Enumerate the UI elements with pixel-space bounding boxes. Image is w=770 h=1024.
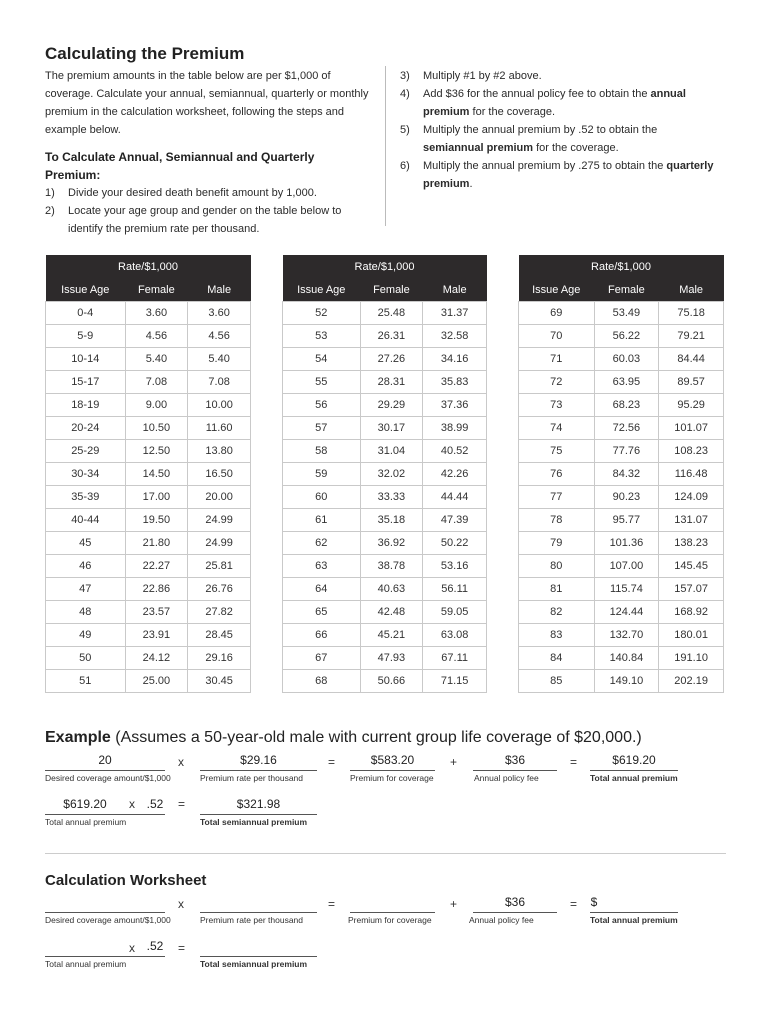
issue-age-cell: 48 bbox=[46, 601, 126, 624]
equals-operator: = bbox=[570, 755, 578, 769]
rate-header: Rate/$1,000 bbox=[46, 255, 251, 278]
female-rate-cell: 22.86 bbox=[125, 578, 188, 601]
example-premium-line bbox=[350, 770, 435, 771]
issue-age-cell: 70 bbox=[519, 325, 595, 348]
female-rate-cell: 56.22 bbox=[594, 325, 659, 348]
issue-age-cell: 50 bbox=[46, 647, 126, 670]
male-rate-cell: 4.56 bbox=[188, 325, 251, 348]
female-rate-cell: 107.00 bbox=[594, 555, 659, 578]
table-row bbox=[283, 486, 487, 509]
table-row bbox=[283, 555, 487, 578]
worksheet-semi-result-field[interactable] bbox=[200, 956, 317, 957]
step-item: 6) Multiply the annual premium by .275 to obtain the quarterly premium. bbox=[400, 160, 714, 190]
example-coverage-line bbox=[45, 770, 165, 771]
table-row bbox=[519, 463, 724, 486]
equals-operator: = bbox=[178, 797, 186, 811]
male-rate-cell: 95.29 bbox=[659, 394, 724, 417]
female-rate-cell: 31.04 bbox=[360, 440, 423, 463]
female-rate-cell: 19.50 bbox=[125, 509, 188, 532]
worksheet-semi-result-caption: Total semiannual premium bbox=[200, 959, 308, 969]
male-rate-cell: 38.99 bbox=[423, 417, 487, 440]
table-row bbox=[46, 578, 251, 601]
table-row bbox=[46, 670, 251, 693]
female-rate-cell: 72.56 bbox=[594, 417, 659, 440]
table-row bbox=[283, 325, 487, 348]
example-semi-line bbox=[45, 814, 165, 815]
male-rate-cell: 63.08 bbox=[423, 624, 487, 647]
times-operator: x bbox=[178, 897, 184, 911]
worksheet-coverage-caption: Desired coverage amount/$1,000 bbox=[45, 915, 171, 925]
table-row bbox=[283, 670, 487, 693]
worksheet-fee-line bbox=[473, 912, 557, 913]
issue-age-cell: 64 bbox=[283, 578, 361, 601]
male-rate-cell: 124.09 bbox=[659, 486, 724, 509]
female-rate-cell: 47.93 bbox=[360, 647, 423, 670]
issue-age-cell: 35-39 bbox=[46, 486, 126, 509]
worksheet-premium-caption: Premium for coverage bbox=[348, 915, 432, 925]
table-row bbox=[283, 394, 487, 417]
issue-age-cell: 73 bbox=[519, 394, 595, 417]
male-rate-cell: 37.36 bbox=[423, 394, 487, 417]
female-rate-cell: 36.92 bbox=[360, 532, 423, 555]
col-male: Male bbox=[659, 278, 724, 302]
female-rate-cell: 149.10 bbox=[594, 670, 659, 693]
steps-list-left bbox=[45, 184, 365, 238]
male-rate-cell: 131.07 bbox=[659, 509, 724, 532]
male-rate-cell: 84.44 bbox=[659, 348, 724, 371]
col-issue-age: Issue Age bbox=[519, 278, 595, 302]
male-rate-cell: 10.00 bbox=[188, 394, 251, 417]
table-row bbox=[283, 509, 487, 532]
example-coverage-caption: Desired coverage amount/$1,000 bbox=[45, 773, 171, 783]
issue-age-cell: 76 bbox=[519, 463, 595, 486]
female-rate-cell: 35.18 bbox=[360, 509, 423, 532]
female-rate-cell: 27.26 bbox=[360, 348, 423, 371]
table-row bbox=[46, 463, 251, 486]
table-row bbox=[46, 325, 251, 348]
issue-age-cell: 63 bbox=[283, 555, 361, 578]
female-rate-cell: 5.40 bbox=[125, 348, 188, 371]
issue-age-cell: 66 bbox=[283, 624, 361, 647]
column-divider bbox=[385, 66, 386, 226]
times-operator: x bbox=[129, 941, 135, 955]
example-semi-factor: .52 bbox=[146, 797, 164, 811]
male-rate-cell: 71.15 bbox=[423, 670, 487, 693]
male-rate-cell: 32.58 bbox=[423, 325, 487, 348]
intro-paragraph: The premium amounts in the table below are per $1,000 of coverage. Calculate your annual, semiannual, quarterly or monthly premium in the calculation worksheet, following the steps and example below. bbox=[45, 70, 369, 136]
issue-age-cell: 54 bbox=[283, 348, 361, 371]
female-rate-cell: 28.31 bbox=[360, 371, 423, 394]
female-rate-cell: 53.49 bbox=[594, 302, 659, 325]
issue-age-cell: 85 bbox=[519, 670, 595, 693]
issue-age-cell: 68 bbox=[283, 670, 361, 693]
worksheet-rate-caption: Premium rate per thousand bbox=[200, 915, 303, 925]
table-row bbox=[283, 624, 487, 647]
issue-age-cell: 79 bbox=[519, 532, 595, 555]
female-rate-cell: 95.77 bbox=[594, 509, 659, 532]
male-rate-cell: 13.80 bbox=[188, 440, 251, 463]
col-female: Female bbox=[125, 278, 188, 302]
table-row bbox=[519, 670, 724, 693]
col-issue-age: Issue Age bbox=[46, 278, 126, 302]
male-rate-cell: 180.01 bbox=[659, 624, 724, 647]
worksheet-fee-value: $36 bbox=[504, 895, 526, 909]
issue-age-cell: 74 bbox=[519, 417, 595, 440]
equals-operator: = bbox=[178, 941, 186, 955]
male-rate-cell: 89.57 bbox=[659, 371, 724, 394]
male-rate-cell: 31.37 bbox=[423, 302, 487, 325]
issue-age-cell: 69 bbox=[519, 302, 595, 325]
worksheet-premium-field[interactable] bbox=[350, 912, 435, 913]
issue-age-cell: 10-14 bbox=[46, 348, 126, 371]
worksheet-coverage-field[interactable] bbox=[45, 912, 165, 913]
male-rate-cell: 168.92 bbox=[659, 601, 724, 624]
table-row bbox=[46, 601, 251, 624]
table-row bbox=[283, 348, 487, 371]
issue-age-cell: 56 bbox=[283, 394, 361, 417]
example-rate-value: $29.16 bbox=[240, 753, 277, 767]
plus-operator: + bbox=[450, 755, 458, 769]
issue-age-cell: 77 bbox=[519, 486, 595, 509]
male-rate-cell: 3.60 bbox=[188, 302, 251, 325]
male-rate-cell: 50.22 bbox=[423, 532, 487, 555]
table-row bbox=[519, 371, 724, 394]
male-rate-cell: 75.18 bbox=[659, 302, 724, 325]
table-row bbox=[46, 371, 251, 394]
page-title: Calculating the Premium bbox=[45, 44, 245, 63]
female-rate-cell: 33.33 bbox=[360, 486, 423, 509]
female-rate-cell: 26.31 bbox=[360, 325, 423, 348]
issue-age-cell: 25-29 bbox=[46, 440, 126, 463]
example-title: Example (Assumes a 50-year-old male with current group life coverage of $20,000.) bbox=[45, 729, 642, 746]
table-row bbox=[519, 578, 724, 601]
female-rate-cell: 63.95 bbox=[594, 371, 659, 394]
male-rate-cell: 24.99 bbox=[188, 532, 251, 555]
table-row bbox=[519, 417, 724, 440]
female-rate-cell: 38.78 bbox=[360, 555, 423, 578]
example-rate-line bbox=[200, 770, 317, 771]
col-female: Female bbox=[360, 278, 423, 302]
female-rate-cell: 42.48 bbox=[360, 601, 423, 624]
table-row bbox=[46, 555, 251, 578]
male-rate-cell: 30.45 bbox=[188, 670, 251, 693]
times-operator: x bbox=[178, 755, 184, 769]
table-row bbox=[519, 348, 724, 371]
issue-age-cell: 51 bbox=[46, 670, 126, 693]
issue-age-cell: 71 bbox=[519, 348, 595, 371]
female-rate-cell: 124.44 bbox=[594, 601, 659, 624]
example-fee-caption: Annual policy fee bbox=[474, 773, 539, 783]
female-rate-cell: 17.00 bbox=[125, 486, 188, 509]
male-rate-cell: 145.45 bbox=[659, 555, 724, 578]
col-male: Male bbox=[423, 278, 487, 302]
table-row bbox=[519, 624, 724, 647]
issue-age-cell: 52 bbox=[283, 302, 361, 325]
female-rate-cell: 90.23 bbox=[594, 486, 659, 509]
table-row bbox=[46, 302, 251, 325]
male-rate-cell: 20.00 bbox=[188, 486, 251, 509]
female-rate-cell: 29.29 bbox=[360, 394, 423, 417]
table-row bbox=[283, 647, 487, 670]
table-row bbox=[46, 486, 251, 509]
example-semi-result-caption: Total semiannual premium bbox=[200, 817, 308, 827]
equals-operator: = bbox=[328, 755, 336, 769]
table-row bbox=[519, 532, 724, 555]
example-total-caption: Total annual premium bbox=[590, 773, 678, 783]
female-rate-cell: 21.80 bbox=[125, 532, 188, 555]
issue-age-cell: 30-34 bbox=[46, 463, 126, 486]
worksheet-semi-field[interactable] bbox=[45, 956, 165, 957]
female-rate-cell: 77.76 bbox=[594, 440, 659, 463]
table-row bbox=[519, 302, 724, 325]
male-rate-cell: 202.19 bbox=[659, 670, 724, 693]
steps-list-right bbox=[400, 67, 720, 193]
male-rate-cell: 79.21 bbox=[659, 325, 724, 348]
step-item: 4) Add $36 for the annual policy fee to obtain the annual premium for the coverage. bbox=[400, 88, 686, 118]
male-rate-cell: 191.10 bbox=[659, 647, 724, 670]
col-male: Male bbox=[188, 278, 251, 302]
example-premium-value: $583.20 bbox=[370, 753, 415, 767]
table-row bbox=[46, 417, 251, 440]
worksheet-total-prefix: $ bbox=[590, 895, 598, 909]
table-row bbox=[46, 348, 251, 371]
issue-age-cell: 82 bbox=[519, 601, 595, 624]
male-rate-cell: 108.23 bbox=[659, 440, 724, 463]
male-rate-cell: 47.39 bbox=[423, 509, 487, 532]
male-rate-cell: 44.44 bbox=[423, 486, 487, 509]
issue-age-cell: 20-24 bbox=[46, 417, 126, 440]
example-semi-input: $619.20 bbox=[63, 797, 107, 811]
step-emphasis: annual premium bbox=[423, 88, 686, 118]
table-row bbox=[519, 440, 724, 463]
example-total-value: $619.20 bbox=[612, 753, 656, 767]
female-rate-cell: 24.12 bbox=[125, 647, 188, 670]
issue-age-cell: 75 bbox=[519, 440, 595, 463]
issue-age-cell: 15-17 bbox=[46, 371, 126, 394]
issue-age-cell: 58 bbox=[283, 440, 361, 463]
example-semi-result-line bbox=[200, 814, 317, 815]
issue-age-cell: 83 bbox=[519, 624, 595, 647]
table-row bbox=[283, 302, 487, 325]
female-rate-cell: 32.02 bbox=[360, 463, 423, 486]
table-row bbox=[283, 417, 487, 440]
issue-age-cell: 46 bbox=[46, 555, 126, 578]
male-rate-cell: 24.99 bbox=[188, 509, 251, 532]
male-rate-cell: 34.16 bbox=[423, 348, 487, 371]
male-rate-cell: 101.07 bbox=[659, 417, 724, 440]
table-row bbox=[519, 509, 724, 532]
issue-age-cell: 49 bbox=[46, 624, 126, 647]
issue-age-cell: 72 bbox=[519, 371, 595, 394]
worksheet-semi-factor: .52 bbox=[146, 939, 164, 953]
step-item: 5) Multiply the annual premium by .52 to obtain the semiannual premium for the coverage. bbox=[400, 124, 658, 154]
worksheet-rate-field[interactable] bbox=[200, 912, 317, 913]
table-row bbox=[519, 601, 724, 624]
female-rate-cell: 68.23 bbox=[594, 394, 659, 417]
female-rate-cell: 50.66 bbox=[360, 670, 423, 693]
male-rate-cell: 5.40 bbox=[188, 348, 251, 371]
issue-age-cell: 60 bbox=[283, 486, 361, 509]
issue-age-cell: 45 bbox=[46, 532, 126, 555]
col-female: Female bbox=[594, 278, 659, 302]
table-row bbox=[46, 647, 251, 670]
female-rate-cell: 22.27 bbox=[125, 555, 188, 578]
issue-age-cell: 5-9 bbox=[46, 325, 126, 348]
female-rate-cell: 40.63 bbox=[360, 578, 423, 601]
issue-age-cell: 47 bbox=[46, 578, 126, 601]
table-row bbox=[519, 486, 724, 509]
issue-age-cell: 78 bbox=[519, 509, 595, 532]
male-rate-cell: 27.82 bbox=[188, 601, 251, 624]
female-rate-cell: 60.03 bbox=[594, 348, 659, 371]
example-fee-value: $36 bbox=[504, 753, 526, 767]
female-rate-cell: 101.36 bbox=[594, 532, 659, 555]
male-rate-cell: 40.52 bbox=[423, 440, 487, 463]
example-rate-caption: Premium rate per thousand bbox=[200, 773, 303, 783]
issue-age-cell: 57 bbox=[283, 417, 361, 440]
male-rate-cell: 56.11 bbox=[423, 578, 487, 601]
table-row bbox=[46, 509, 251, 532]
col-issue-age: Issue Age bbox=[283, 278, 361, 302]
section-divider bbox=[45, 853, 726, 854]
female-rate-cell: 140.84 bbox=[594, 647, 659, 670]
table-row bbox=[46, 440, 251, 463]
table-row bbox=[283, 578, 487, 601]
female-rate-cell: 84.32 bbox=[594, 463, 659, 486]
female-rate-cell: 4.56 bbox=[125, 325, 188, 348]
worksheet-title: Calculation Worksheet bbox=[45, 872, 207, 889]
rate-header: Rate/$1,000 bbox=[519, 255, 724, 278]
issue-age-cell: 81 bbox=[519, 578, 595, 601]
issue-age-cell: 80 bbox=[519, 555, 595, 578]
male-rate-cell: 138.23 bbox=[659, 532, 724, 555]
rate-table-2 bbox=[282, 255, 487, 693]
female-rate-cell: 12.50 bbox=[125, 440, 188, 463]
plus-operator: + bbox=[450, 897, 458, 911]
male-rate-cell: 35.83 bbox=[423, 371, 487, 394]
female-rate-cell: 14.50 bbox=[125, 463, 188, 486]
step-emphasis: semiannual premium bbox=[423, 142, 534, 154]
female-rate-cell: 9.00 bbox=[125, 394, 188, 417]
female-rate-cell: 132.70 bbox=[594, 624, 659, 647]
step-text: Divide your desired death benefit amount by 1,000. bbox=[68, 187, 317, 199]
example-premium-caption: Premium for coverage bbox=[350, 773, 434, 783]
male-rate-cell: 42.26 bbox=[423, 463, 487, 486]
example-semi-caption: Total annual premium bbox=[45, 817, 127, 827]
step-emphasis: quarterly premium bbox=[423, 160, 714, 190]
issue-age-cell: 55 bbox=[283, 371, 361, 394]
male-rate-cell: 116.48 bbox=[659, 463, 724, 486]
female-rate-cell: 23.91 bbox=[125, 624, 188, 647]
table-row bbox=[519, 647, 724, 670]
female-rate-cell: 7.08 bbox=[125, 371, 188, 394]
table-row bbox=[519, 555, 724, 578]
worksheet-total-field[interactable] bbox=[590, 912, 678, 913]
rate-table-3 bbox=[518, 255, 724, 693]
male-rate-cell: 59.05 bbox=[423, 601, 487, 624]
steps-subheading: To Calculate Annual, Semiannual and Quarterly Premium: bbox=[45, 150, 315, 182]
table-row bbox=[283, 532, 487, 555]
table-row bbox=[519, 325, 724, 348]
example-coverage-value: 20 bbox=[98, 753, 112, 767]
table-row bbox=[46, 624, 251, 647]
female-rate-cell: 3.60 bbox=[125, 302, 188, 325]
female-rate-cell: 25.48 bbox=[360, 302, 423, 325]
table-row bbox=[283, 440, 487, 463]
male-rate-cell: 7.08 bbox=[188, 371, 251, 394]
step-item: 3) Multiply #1 by #2 above. bbox=[400, 70, 542, 82]
issue-age-cell: 61 bbox=[283, 509, 361, 532]
male-rate-cell: 53.16 bbox=[423, 555, 487, 578]
issue-age-cell: 40-44 bbox=[46, 509, 126, 532]
table-row bbox=[283, 371, 487, 394]
issue-age-cell: 18-19 bbox=[46, 394, 126, 417]
equals-operator: = bbox=[328, 897, 336, 911]
table-row bbox=[46, 394, 251, 417]
female-rate-cell: 45.21 bbox=[360, 624, 423, 647]
times-operator: x bbox=[129, 797, 135, 811]
male-rate-cell: 67.11 bbox=[423, 647, 487, 670]
example-fee-line bbox=[473, 770, 557, 771]
male-rate-cell: 29.16 bbox=[188, 647, 251, 670]
female-rate-cell: 115.74 bbox=[594, 578, 659, 601]
issue-age-cell: 59 bbox=[283, 463, 361, 486]
rate-header: Rate/$1,000 bbox=[283, 255, 487, 278]
issue-age-cell: 67 bbox=[283, 647, 361, 670]
male-rate-cell: 157.07 bbox=[659, 578, 724, 601]
worksheet-semi-caption: Total annual premium bbox=[45, 959, 127, 969]
female-rate-cell: 10.50 bbox=[125, 417, 188, 440]
issue-age-cell: 65 bbox=[283, 601, 361, 624]
table-row bbox=[46, 532, 251, 555]
table-row bbox=[283, 601, 487, 624]
example-total-line bbox=[590, 770, 678, 771]
equals-operator: = bbox=[570, 897, 578, 911]
example-semi-result: $321.98 bbox=[236, 797, 281, 811]
worksheet-total-caption: Total annual premium bbox=[590, 915, 678, 925]
male-rate-cell: 26.76 bbox=[188, 578, 251, 601]
step-text: Locate your age group and gender on the table below to identify the premium rate per thousand. bbox=[68, 205, 342, 235]
male-rate-cell: 28.45 bbox=[188, 624, 251, 647]
issue-age-cell: 62 bbox=[283, 532, 361, 555]
issue-age-cell: 53 bbox=[283, 325, 361, 348]
female-rate-cell: 30.17 bbox=[360, 417, 423, 440]
step-item: 1) Divide your desired death benefit amount by 1,000. bbox=[45, 187, 317, 199]
table-row bbox=[519, 394, 724, 417]
issue-age-cell: 84 bbox=[519, 647, 595, 670]
step-item: 2) Locate your age group and gender on the table below to identify the premium rate per thousand. bbox=[45, 205, 342, 235]
table-row bbox=[283, 463, 487, 486]
issue-age-cell: 0-4 bbox=[46, 302, 126, 325]
male-rate-cell: 11.60 bbox=[188, 417, 251, 440]
male-rate-cell: 16.50 bbox=[188, 463, 251, 486]
step-text: Multiply #1 by #2 above. bbox=[423, 70, 542, 82]
female-rate-cell: 23.57 bbox=[125, 601, 188, 624]
female-rate-cell: 25.00 bbox=[125, 670, 188, 693]
male-rate-cell: 25.81 bbox=[188, 555, 251, 578]
worksheet-fee-caption: Annual policy fee bbox=[469, 915, 534, 925]
rate-table-1 bbox=[45, 255, 251, 693]
